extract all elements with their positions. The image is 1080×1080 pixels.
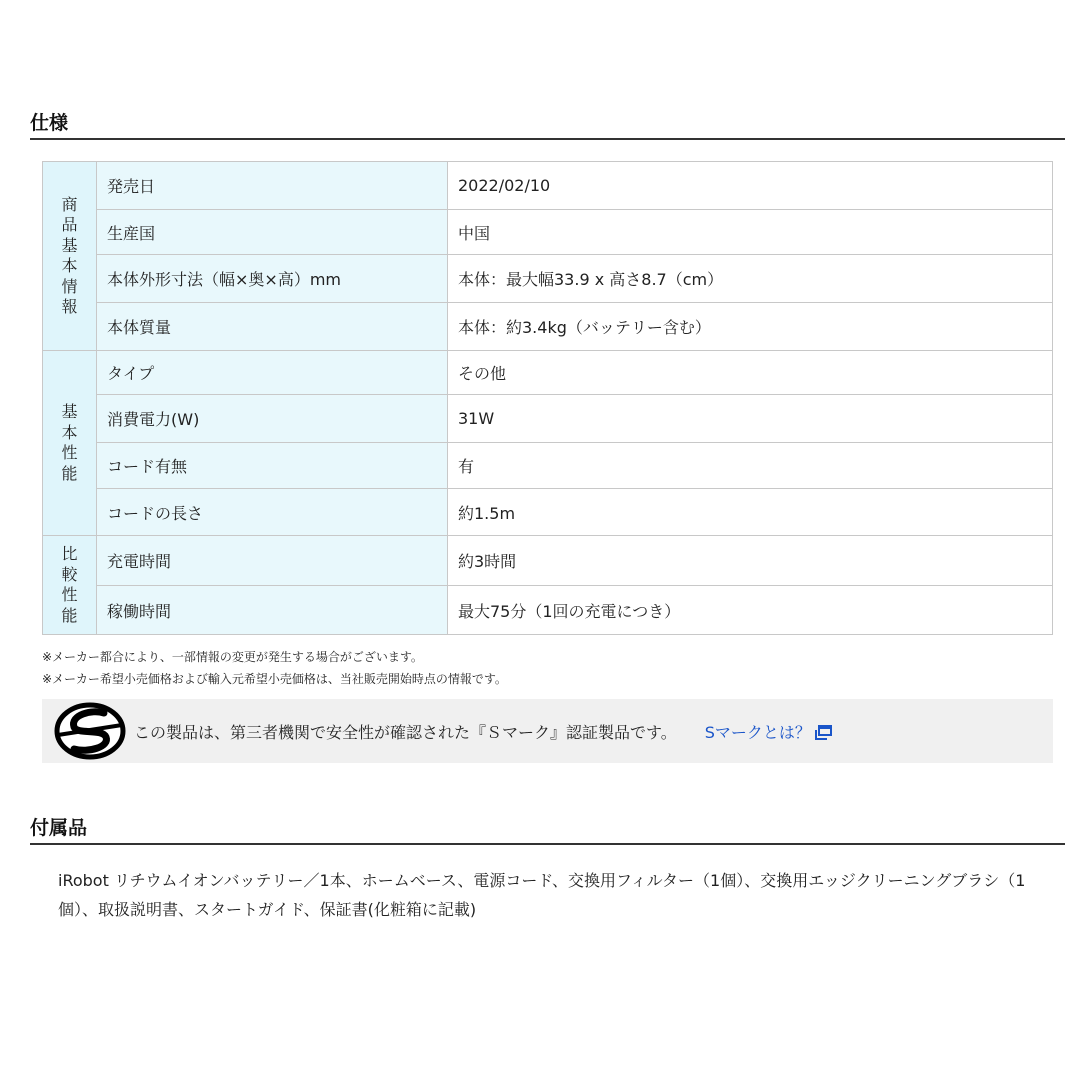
smark-logo-icon: [52, 701, 128, 761]
spec-value: 2022/02/10: [448, 162, 1053, 210]
note-line: ※メーカー希望小売価格および輸入元希望小売価格は、当社販売開始時点の情報です。: [42, 672, 507, 686]
spec-value: 本体：約3.4kg（バッテリー含む）: [448, 303, 1053, 351]
table-row: [43, 536, 1053, 586]
spec-value: 約1.5m: [448, 489, 1053, 536]
smark-description: この製品は、第三者機関で安全性が確認された『Ｓマーク』認証製品です。: [134, 722, 677, 742]
table-row: [43, 395, 1053, 443]
spec-value: その他: [448, 351, 1053, 395]
spec-value: 有: [448, 443, 1053, 489]
spec-label: 発売日: [97, 162, 448, 210]
spec-table: [42, 161, 1053, 635]
group-label-basic-info: 商 品 基 本 情 報: [43, 162, 97, 351]
spec-value: 31W: [448, 395, 1053, 443]
spec-label: 本体外形寸法（幅×奥×高）mm: [97, 255, 448, 303]
spec-label: タイプ: [97, 351, 448, 395]
group-label-basic-performance: 基 本 性 能: [43, 351, 97, 536]
spec-value: 約3時間: [448, 536, 1053, 586]
spec-value: 本体：最大幅33.9 x 高さ8.7（cm）: [448, 255, 1053, 303]
accessories-title-divider: [30, 843, 1065, 845]
smark-banner: [42, 699, 1053, 763]
spec-label: 消費電力(W): [97, 395, 448, 443]
table-row: [43, 162, 1053, 210]
spec-label: コード有無: [97, 443, 448, 489]
spec-label: コードの長さ: [97, 489, 448, 536]
table-row: [43, 351, 1053, 395]
table-row: [43, 255, 1053, 303]
table-row: [43, 210, 1053, 255]
accessories-text: iRobot リチウムイオンバッテリー／1本、ホームベース、電源コード、交換用フィルター（1個）、交換用エッジクリーニングブラシ（1個）、取扱説明書、スタートガイド、保証書(化粧箱に記載): [58, 871, 1026, 919]
note-line: ※メーカー都合により、一部情報の変更が発生する場合がございます。: [42, 650, 423, 664]
table-row: [43, 586, 1053, 635]
spec-section-title: 仕様: [30, 112, 69, 134]
table-row: [43, 443, 1053, 489]
spec-label: 本体質量: [97, 303, 448, 351]
table-row: [43, 303, 1053, 351]
external-window-icon: [815, 725, 832, 740]
spec-label: 充電時間: [97, 536, 448, 586]
accessories-section-title: 付属品: [30, 817, 88, 839]
spec-value: 中国: [448, 210, 1053, 255]
table-row: [43, 489, 1053, 536]
spec-title-divider: [30, 138, 1065, 140]
spec-notes: [42, 646, 507, 690]
smark-link-label: Sマークとは？: [704, 722, 811, 742]
smark-info-link[interactable]: [705, 720, 832, 743]
group-label-comparison-performance: 比 較 性 能: [43, 536, 97, 635]
spec-label: 生産国: [97, 210, 448, 255]
spec-label: 稼働時間: [97, 586, 448, 635]
spec-value: 最大75分（1回の充電につき）: [448, 586, 1053, 635]
